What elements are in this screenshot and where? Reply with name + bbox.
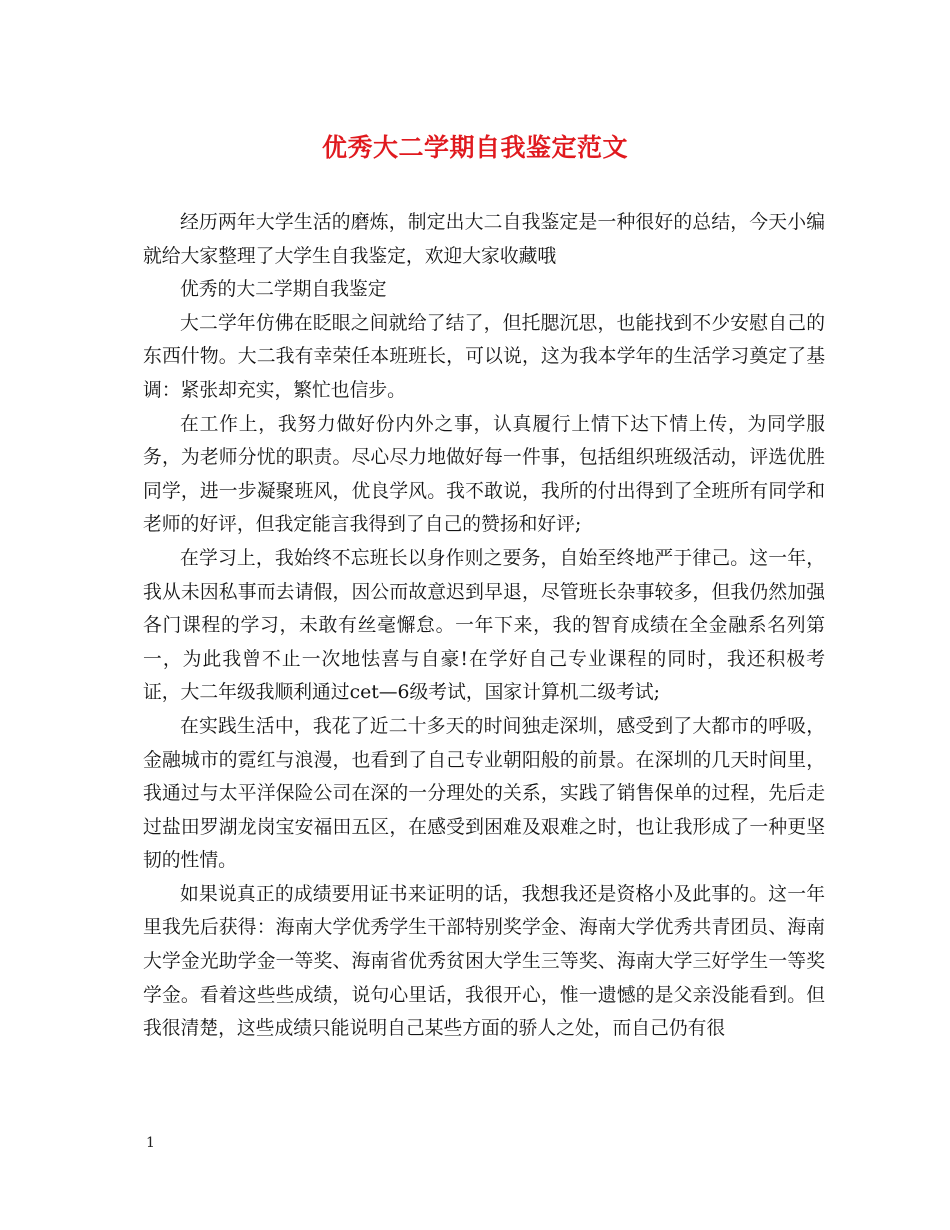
paragraph-practice: 在实践生活中，我花了近二十多天的时间独走深圳，感受到了大都市的呼吸，金融城市的霓红与浪漫，也看到了自己专业朝阳般的前景。在深圳的几天时间里，我通过与太平洋保险公司在深的一分理处的关系，实践了销售保单的过程，先后走过盐田罗湖龙岗宝安福田五区，在感受到困难及艰难之时，也让我形成了一种更坚韧的性情。 xyxy=(143,715,825,872)
page-number: 1 xyxy=(146,1135,155,1151)
paragraph-opening: 大二学年仿佛在眨眼之间就给了结了，但托腮沉思，也能找到不少安慰自己的东西什物。大二我有幸荣任本班班长，可以说，这为我本学年的生活学习奠定了基调：紧张却充实，繁忙也信步。 xyxy=(143,312,825,401)
paragraph-study: 在学习上，我始终不忘班长以身作则之要务，自始至终地严于律己。这一年，我从未因私事而去请假，因公而故意迟到早退，尽管班长杂事较多，但我仍然加强各门课程的学习，未敢有丝毫懈怠。一年下来，我的智育成绩在全金融系名列第一，为此我曾不止一次地怯喜与自豪!在学好自己专业课程的同时，我还积极考证，大二年级我顺利通过cet—6级考试，国家计算机二级考试; xyxy=(143,547,825,704)
paragraph-intro: 经历两年大学生活的磨炼，制定出大二自我鉴定是一种很好的总结，今天小编就给大家整理了大学生自我鉴定，欢迎大家收藏哦 xyxy=(143,212,825,267)
paragraph-subheading: 优秀的大二学期自我鉴定 xyxy=(180,279,387,301)
document-body xyxy=(143,206,825,1046)
document-title: 优秀大二学期自我鉴定范文 xyxy=(321,133,628,162)
paragraph-work: 在工作上，我努力做好份内外之事，认真履行上情下达下情上传，为同学服务，为老师分忧的职责。尽心尽力地做好每一件事，包括组织班级活动，评选优胜同学，进一步凝聚班风，优良学风。我不敢说，我所的付出得到了全班所有同学和老师的好评，但我定能言我得到了自己的赞扬和好评; xyxy=(143,413,825,536)
paragraph-achievements: 如果说真正的成绩要用证书来证明的话，我想我还是资格小及此事的。这一年里我先后获得：海南大学优秀学生干部特别奖学金、海南大学优秀共青团员、海南大学金光助学金一等奖、海南省优秀贫困大学生三等奖、海南大学三好学生一等奖学金。看着这些些成绩，说句心里话，我很开心，惟一遗憾的是父亲没能看到。但我很清楚，这些成绩只能说明自己某些方面的骄人之处，而自己仍有很 xyxy=(143,883,825,1040)
